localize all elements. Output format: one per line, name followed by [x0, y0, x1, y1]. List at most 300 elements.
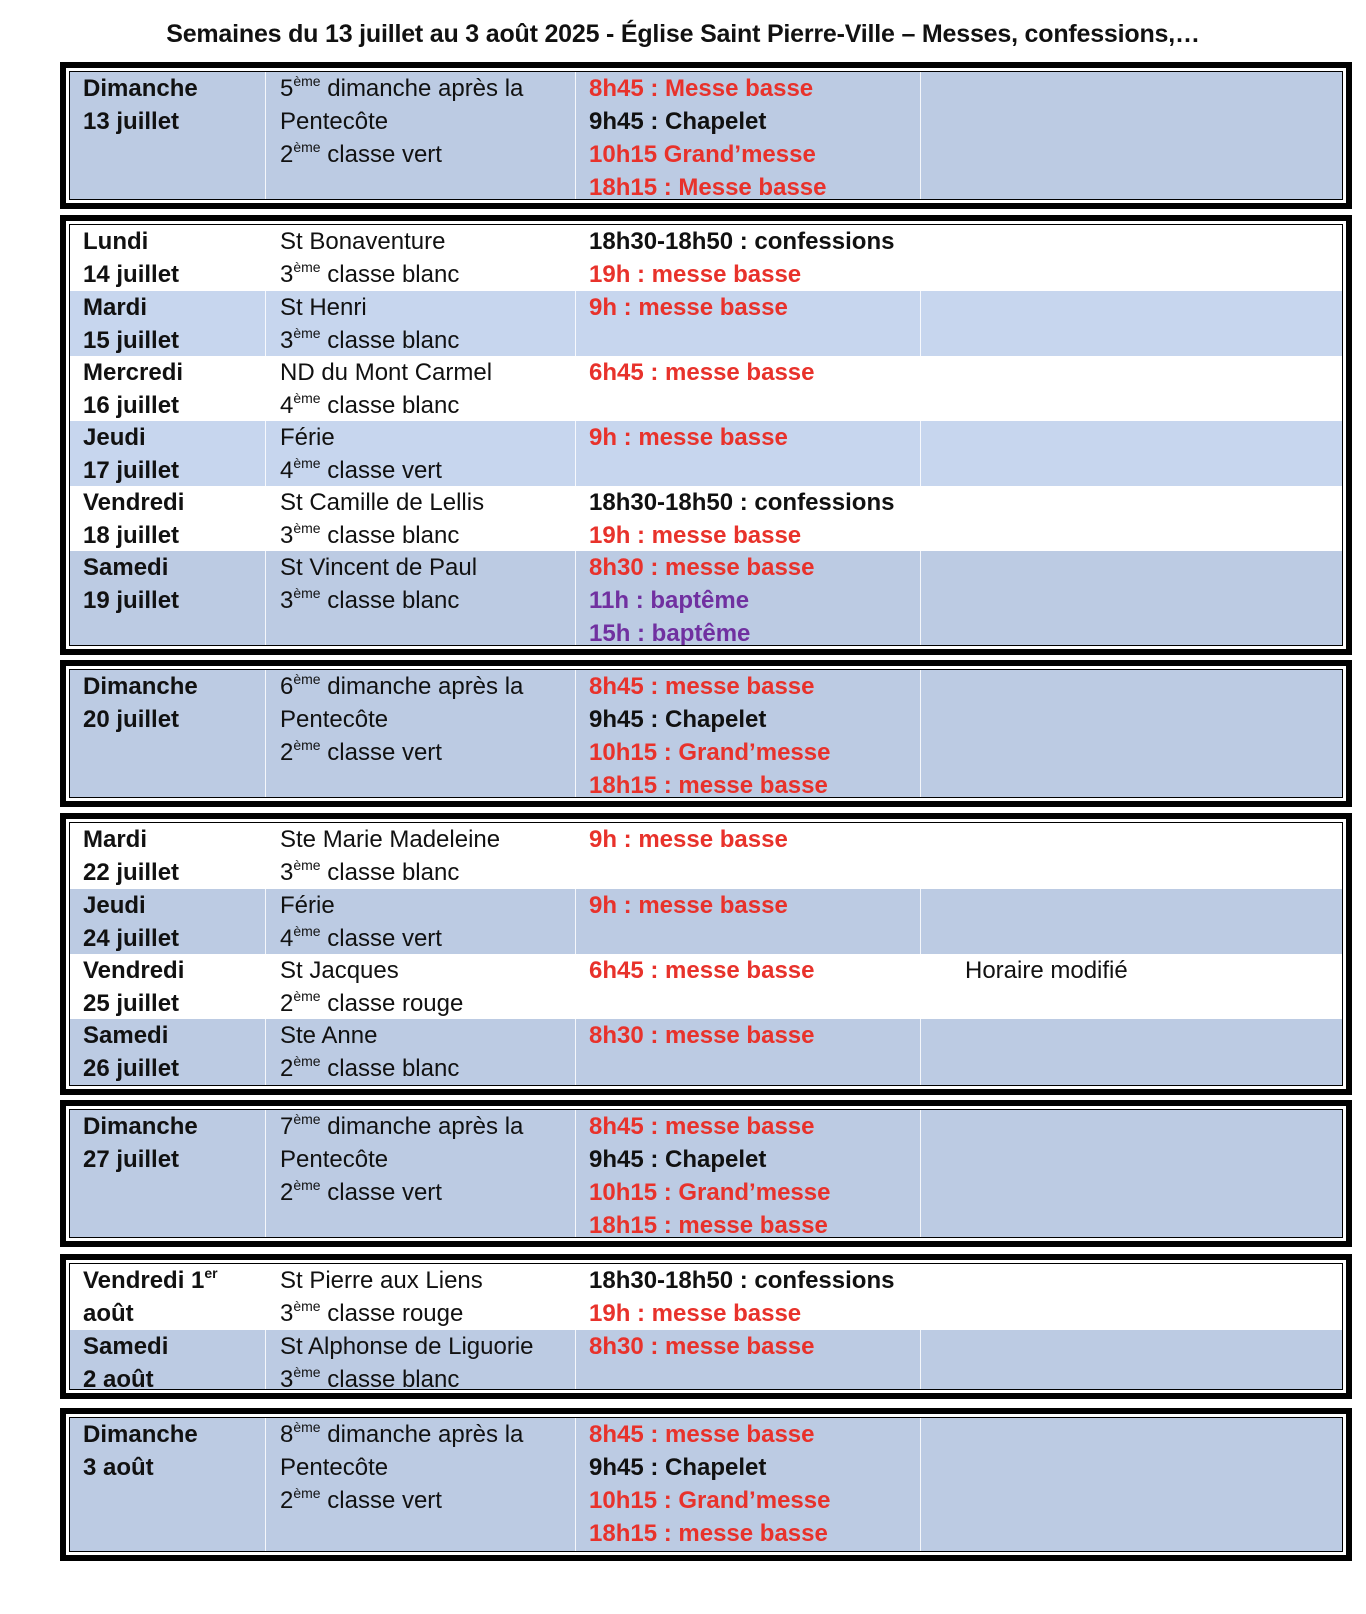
day-line — [83, 486, 184, 519]
feast-text: St Camille de Lellis — [280, 489, 485, 516]
feast-text-rest: classe vert — [320, 1179, 442, 1206]
feast-text: 7 — [280, 1113, 294, 1140]
feast-text: 3 — [280, 1366, 294, 1390]
feast-text: 3 — [280, 522, 294, 549]
office-item: 9h : messe basse — [589, 424, 788, 451]
day-text: 19 juillet — [83, 587, 180, 614]
feast-text-rest: classe blanc — [320, 522, 460, 549]
column-separator — [920, 421, 921, 486]
day-text: 26 juillet — [83, 1055, 180, 1082]
day-line — [83, 1451, 198, 1484]
day-text: Vendredi 1 — [83, 1267, 205, 1294]
feast-text-rest: dimanche après la — [320, 75, 524, 102]
day-cell — [83, 1418, 198, 1484]
feast-text: St Vincent de Paul — [280, 554, 478, 581]
feast-line — [280, 1363, 534, 1390]
column-separator — [265, 1418, 266, 1552]
day-line — [83, 258, 179, 291]
day-line — [83, 1363, 168, 1390]
office-cell — [589, 823, 788, 856]
day-text: 22 juillet — [83, 859, 180, 886]
column-separator — [920, 291, 921, 356]
feast-cell — [280, 1264, 483, 1330]
schedule-block-inner — [69, 224, 1343, 646]
schedule-block-inner — [69, 1417, 1343, 1552]
feast-text: Pentecôte — [280, 1454, 389, 1481]
office-item: 19h : messe basse — [589, 522, 802, 549]
day-superscript: er — [204, 1265, 218, 1281]
ordinal-superscript: ème — [293, 520, 321, 536]
day-text: Mardi — [83, 826, 148, 853]
day-line — [83, 856, 179, 889]
office-item: 15h : baptême — [589, 620, 751, 646]
day-cell — [83, 889, 179, 955]
table-row — [70, 889, 1342, 954]
feast-text: Ste Anne — [280, 1022, 378, 1049]
feast-cell — [280, 72, 523, 171]
feast-cell — [280, 954, 463, 1020]
column-separator — [265, 1110, 266, 1238]
schedule-block-inner — [69, 822, 1343, 1086]
day-line — [83, 987, 184, 1020]
day-text: 3 août — [83, 1454, 154, 1481]
feast-text-rest: dimanche après la — [320, 1113, 524, 1140]
table-row — [70, 72, 1342, 200]
feast-line — [280, 889, 442, 922]
column-separator — [920, 551, 921, 646]
day-cell — [83, 823, 179, 889]
day-cell — [83, 551, 179, 617]
day-line — [83, 703, 198, 736]
day-text: 13 juillet — [83, 108, 180, 135]
feast-line — [280, 1176, 523, 1209]
feast-text: 2 — [280, 1179, 294, 1206]
feast-cell — [280, 1019, 459, 1085]
day-cell — [83, 72, 198, 138]
feast-line — [280, 987, 463, 1020]
table-row — [70, 225, 1342, 291]
day-line — [83, 1264, 218, 1297]
feast-line — [280, 823, 500, 856]
schedule-block-inner — [69, 1263, 1343, 1390]
day-line — [83, 291, 179, 324]
feast-line — [280, 584, 477, 617]
day-text: Vendredi — [83, 489, 185, 516]
feast-cell — [280, 486, 484, 552]
office-item: 19h : messe basse — [589, 261, 802, 288]
table-row — [70, 1418, 1342, 1552]
feast-line — [280, 670, 523, 703]
column-separator — [920, 1418, 921, 1552]
office-cell — [589, 1019, 814, 1052]
feast-line — [280, 72, 523, 105]
feast-line — [280, 105, 523, 138]
office-item: 9h45 : Chapelet — [589, 706, 767, 733]
office-item: 9h45 : Chapelet — [589, 108, 767, 135]
office-cell — [589, 486, 894, 552]
ordinal-superscript: ème — [293, 737, 321, 753]
feast-cell — [280, 291, 459, 357]
table-row — [70, 1330, 1342, 1390]
feast-text: Pentecôte — [280, 706, 389, 733]
feast-text-rest: classe blanc — [320, 1055, 460, 1082]
footer-cut-off — [64, 1592, 1354, 1614]
feast-text: Pentecôte — [280, 108, 389, 135]
feast-text: Férie — [280, 892, 335, 919]
feast-text-rest: classe blanc — [320, 1366, 460, 1390]
feast-line — [280, 291, 459, 324]
feast-line — [280, 225, 459, 258]
feast-text: 2 — [280, 990, 294, 1017]
feast-line — [280, 1297, 483, 1330]
schedule-block — [60, 813, 1352, 1095]
column-separator — [265, 670, 266, 798]
day-line — [83, 954, 184, 987]
office-cell — [589, 356, 814, 389]
column-separator — [920, 72, 921, 200]
office-cell — [589, 551, 814, 646]
column-separator — [575, 72, 576, 200]
ordinal-superscript: ème — [293, 671, 321, 687]
feast-text-rest: classe vert — [320, 141, 442, 168]
feast-text: 3 — [280, 587, 294, 614]
feast-text: 4 — [280, 457, 294, 484]
office-item: 18h30-18h50 : confessions — [589, 228, 895, 255]
office-item: 8h45 : messe basse — [589, 673, 815, 700]
feast-text: 3 — [280, 1300, 294, 1327]
day-line — [83, 584, 179, 617]
day-line — [83, 670, 198, 703]
office-item: 10h15 Grand’messe — [589, 141, 816, 168]
ordinal-superscript: ème — [293, 585, 321, 601]
office-cell — [589, 225, 894, 291]
day-text: 18 juillet — [83, 522, 180, 549]
feast-line — [280, 324, 459, 357]
day-text: Vendredi — [83, 957, 185, 984]
day-text: août — [83, 1300, 134, 1327]
day-cell — [83, 225, 179, 291]
feast-text-rest: classe blanc — [320, 859, 460, 886]
day-text: Jeudi — [83, 424, 146, 451]
day-text: 20 juillet — [83, 706, 180, 733]
feast-cell — [280, 1418, 523, 1517]
day-cell — [83, 1330, 168, 1390]
feast-line — [280, 1330, 534, 1363]
office-cell — [589, 72, 826, 200]
ordinal-superscript: ème — [293, 1419, 321, 1435]
day-cell — [83, 1019, 179, 1085]
day-text: 16 juillet — [83, 392, 180, 419]
ordinal-superscript: ème — [293, 1364, 321, 1380]
feast-line — [280, 954, 463, 987]
table-row — [70, 421, 1342, 486]
day-text: Samedi — [83, 1333, 169, 1360]
table-row — [70, 1264, 1342, 1330]
office-item: 6h45 : messe basse — [589, 359, 815, 386]
ordinal-superscript: ème — [293, 390, 321, 406]
office-cell — [589, 670, 830, 798]
day-text: Samedi — [83, 1022, 169, 1049]
feast-cell — [280, 225, 459, 291]
office-cell — [589, 291, 788, 324]
table-row — [70, 670, 1342, 798]
ordinal-superscript: ème — [293, 1485, 321, 1501]
feast-text: St Jacques — [280, 957, 399, 984]
feast-line — [280, 551, 477, 584]
office-item: 8h45 : messe basse — [589, 1113, 815, 1140]
feast-line — [280, 1264, 483, 1297]
feast-text: 2 — [280, 141, 294, 168]
feast-line — [280, 1019, 459, 1052]
feast-text-rest: classe vert — [320, 1487, 442, 1514]
feast-text-rest: classe blanc — [320, 587, 460, 614]
table-row — [70, 356, 1342, 421]
feast-line — [280, 1418, 523, 1451]
day-line — [83, 225, 179, 258]
office-cell — [589, 889, 788, 922]
day-cell — [83, 421, 179, 487]
column-separator — [920, 889, 921, 954]
feast-text-rest: classe rouge — [320, 990, 464, 1017]
feast-text-rest: classe blanc — [320, 392, 460, 419]
schedule-block — [60, 1408, 1352, 1561]
table-row — [70, 1110, 1342, 1238]
column-separator — [265, 291, 266, 356]
feast-text-rest: dimanche après la — [320, 673, 524, 700]
column-separator — [265, 551, 266, 646]
column-separator — [265, 1330, 266, 1390]
day-line — [83, 1110, 198, 1143]
table-row — [70, 1019, 1342, 1086]
column-separator — [575, 1019, 576, 1086]
day-text: 24 juillet — [83, 925, 180, 952]
feast-cell — [280, 551, 477, 617]
office-item: 18h15 : messe basse — [589, 772, 828, 798]
day-line — [83, 72, 198, 105]
feast-line — [280, 1110, 523, 1143]
feast-cell — [280, 421, 442, 487]
office-item: 9h45 : Chapelet — [589, 1146, 767, 1173]
office-cell — [589, 421, 788, 454]
office-item: 18h30-18h50 : confessions — [589, 489, 895, 516]
office-item: 10h15 : Grand’messe — [589, 1487, 831, 1514]
office-item: 8h45 : messe basse — [589, 1421, 815, 1448]
feast-line — [280, 258, 459, 291]
column-separator — [265, 889, 266, 954]
day-line — [83, 1330, 168, 1363]
office-item: 10h15 : Grand’messe — [589, 1179, 831, 1206]
office-item: 18h30-18h50 : confessions — [589, 1267, 895, 1294]
day-line — [83, 1052, 179, 1085]
ordinal-superscript: ème — [293, 139, 321, 155]
schedule-block-inner — [69, 669, 1343, 798]
schedule-block — [60, 1100, 1352, 1247]
feast-text-rest: classe vert — [320, 739, 442, 766]
office-item: 9h45 : Chapelet — [589, 1454, 767, 1481]
page-title: Semaines du 13 juillet au 3 août 2025 - Église Saint Pierre-Ville – Messes, confessions,… — [166, 20, 1200, 48]
day-text: Jeudi — [83, 892, 146, 919]
column-separator — [920, 670, 921, 798]
office-cell — [589, 1264, 894, 1330]
day-line — [83, 356, 183, 389]
day-line — [83, 1297, 218, 1330]
feast-text-rest: classe blanc — [320, 327, 460, 354]
office-item: 8h30 : messe basse — [589, 554, 815, 581]
feast-line — [280, 922, 442, 955]
feast-cell — [280, 823, 500, 889]
feast-line — [280, 856, 500, 889]
day-text: Samedi — [83, 554, 169, 581]
day-text: 2 août — [83, 1366, 154, 1390]
office-item: 18h15 : messe basse — [589, 1520, 828, 1547]
feast-text: 2 — [280, 739, 294, 766]
day-text: Dimanche — [83, 75, 198, 102]
feast-text: 3 — [280, 327, 294, 354]
office-item: 9h : messe basse — [589, 826, 788, 853]
feast-text: St Bonaventure — [280, 228, 446, 255]
column-separator — [265, 72, 266, 200]
day-line — [83, 105, 198, 138]
day-cell — [83, 356, 183, 422]
day-text: Dimanche — [83, 673, 198, 700]
feast-line — [280, 389, 492, 422]
feast-cell — [280, 670, 523, 769]
office-cell — [589, 954, 814, 987]
day-line — [83, 1019, 179, 1052]
feast-text-rest: classe rouge — [320, 1300, 464, 1327]
feast-text: 3 — [280, 261, 294, 288]
ordinal-superscript: ème — [293, 1177, 321, 1193]
day-text: 27 juillet — [83, 1146, 180, 1173]
column-separator — [575, 551, 576, 646]
day-text: Mercredi — [83, 359, 184, 386]
note-cell: Horaire modifié — [965, 957, 1128, 984]
schedule-block — [60, 1254, 1352, 1399]
column-separator — [575, 670, 576, 798]
day-line — [83, 519, 184, 552]
feast-text: 4 — [280, 392, 294, 419]
feast-line — [280, 1052, 459, 1085]
day-cell — [83, 486, 184, 552]
feast-line — [280, 1143, 523, 1176]
office-item: 10h15 : Grand’messe — [589, 739, 831, 766]
feast-line — [280, 736, 523, 769]
feast-text: Pentecôte — [280, 1146, 389, 1173]
feast-text-rest: classe vert — [320, 925, 442, 952]
schedule-block-inner — [69, 71, 1343, 200]
day-text: Dimanche — [83, 1113, 198, 1140]
column-separator — [920, 1019, 921, 1086]
feast-cell — [280, 356, 492, 422]
ordinal-superscript: ème — [293, 857, 321, 873]
schedule-block — [60, 660, 1352, 807]
day-line — [83, 823, 179, 856]
day-cell — [83, 1264, 218, 1330]
column-separator — [920, 1330, 921, 1390]
office-item: 9h : messe basse — [589, 294, 788, 321]
day-text: Mardi — [83, 294, 148, 321]
schedule-block-inner — [69, 1109, 1343, 1238]
feast-text-rest: dimanche après la — [320, 1421, 524, 1448]
day-line — [83, 922, 179, 955]
day-line — [83, 454, 179, 487]
column-separator — [575, 421, 576, 486]
schedule-block — [60, 62, 1352, 209]
table-row — [70, 486, 1342, 551]
office-item: 8h30 : messe basse — [589, 1333, 815, 1360]
feast-line — [280, 421, 442, 454]
feast-text-rest: classe vert — [320, 457, 442, 484]
column-separator — [265, 1019, 266, 1086]
office-item: 18h15 : Messe basse — [589, 174, 827, 200]
day-text: 15 juillet — [83, 327, 180, 354]
table-row — [70, 551, 1342, 646]
feast-text: 6 — [280, 673, 294, 700]
day-cell — [83, 1110, 198, 1176]
feast-line — [280, 519, 484, 552]
ordinal-superscript: ème — [293, 1111, 321, 1127]
office-item: 9h : messe basse — [589, 892, 788, 919]
feast-cell — [280, 1110, 523, 1209]
column-separator — [920, 1110, 921, 1238]
day-line — [83, 421, 179, 454]
day-line — [83, 551, 179, 584]
feast-text: St Pierre aux Liens — [280, 1267, 483, 1294]
column-separator — [575, 1418, 576, 1552]
feast-text: St Alphonse de Liguorie — [280, 1333, 534, 1360]
feast-text: ND du Mont Carmel — [280, 359, 493, 386]
office-item: 18h15 : messe basse — [589, 1212, 828, 1238]
day-cell — [83, 670, 198, 736]
office-cell — [589, 1110, 830, 1238]
feast-text: St Henri — [280, 294, 367, 321]
feast-line — [280, 356, 492, 389]
office-item: 11h : baptême — [589, 587, 750, 614]
column-separator — [575, 291, 576, 356]
ordinal-superscript: ème — [293, 988, 321, 1004]
feast-text: 4 — [280, 925, 294, 952]
day-line — [83, 1143, 198, 1176]
day-text: 14 juillet — [83, 261, 180, 288]
feast-text: 2 — [280, 1487, 294, 1514]
ordinal-superscript: ème — [293, 455, 321, 471]
column-separator — [575, 889, 576, 954]
day-text: 25 juillet — [83, 990, 180, 1017]
feast-text: 3 — [280, 859, 294, 886]
feast-cell — [280, 1330, 534, 1390]
ordinal-superscript: ème — [293, 1053, 321, 1069]
day-line — [83, 389, 183, 422]
office-item: 19h : messe basse — [589, 1300, 802, 1327]
column-separator — [575, 1330, 576, 1390]
feast-text-rest: classe blanc — [320, 261, 460, 288]
feast-text: 5 — [280, 75, 294, 102]
day-text: Dimanche — [83, 1421, 198, 1448]
day-line — [83, 889, 179, 922]
day-text: 17 juillet — [83, 457, 180, 484]
day-text: Lundi — [83, 228, 149, 255]
feast-text: 8 — [280, 1421, 294, 1448]
feast-line — [280, 486, 484, 519]
office-item: 8h30 : messe basse — [589, 1022, 815, 1049]
feast-line — [280, 138, 523, 171]
ordinal-superscript: ème — [293, 259, 321, 275]
schedule-block — [60, 215, 1352, 655]
ordinal-superscript: ème — [293, 325, 321, 341]
feast-line — [280, 1484, 523, 1517]
feast-text: Ste Marie Madeleine — [280, 826, 501, 853]
day-cell — [83, 291, 179, 357]
